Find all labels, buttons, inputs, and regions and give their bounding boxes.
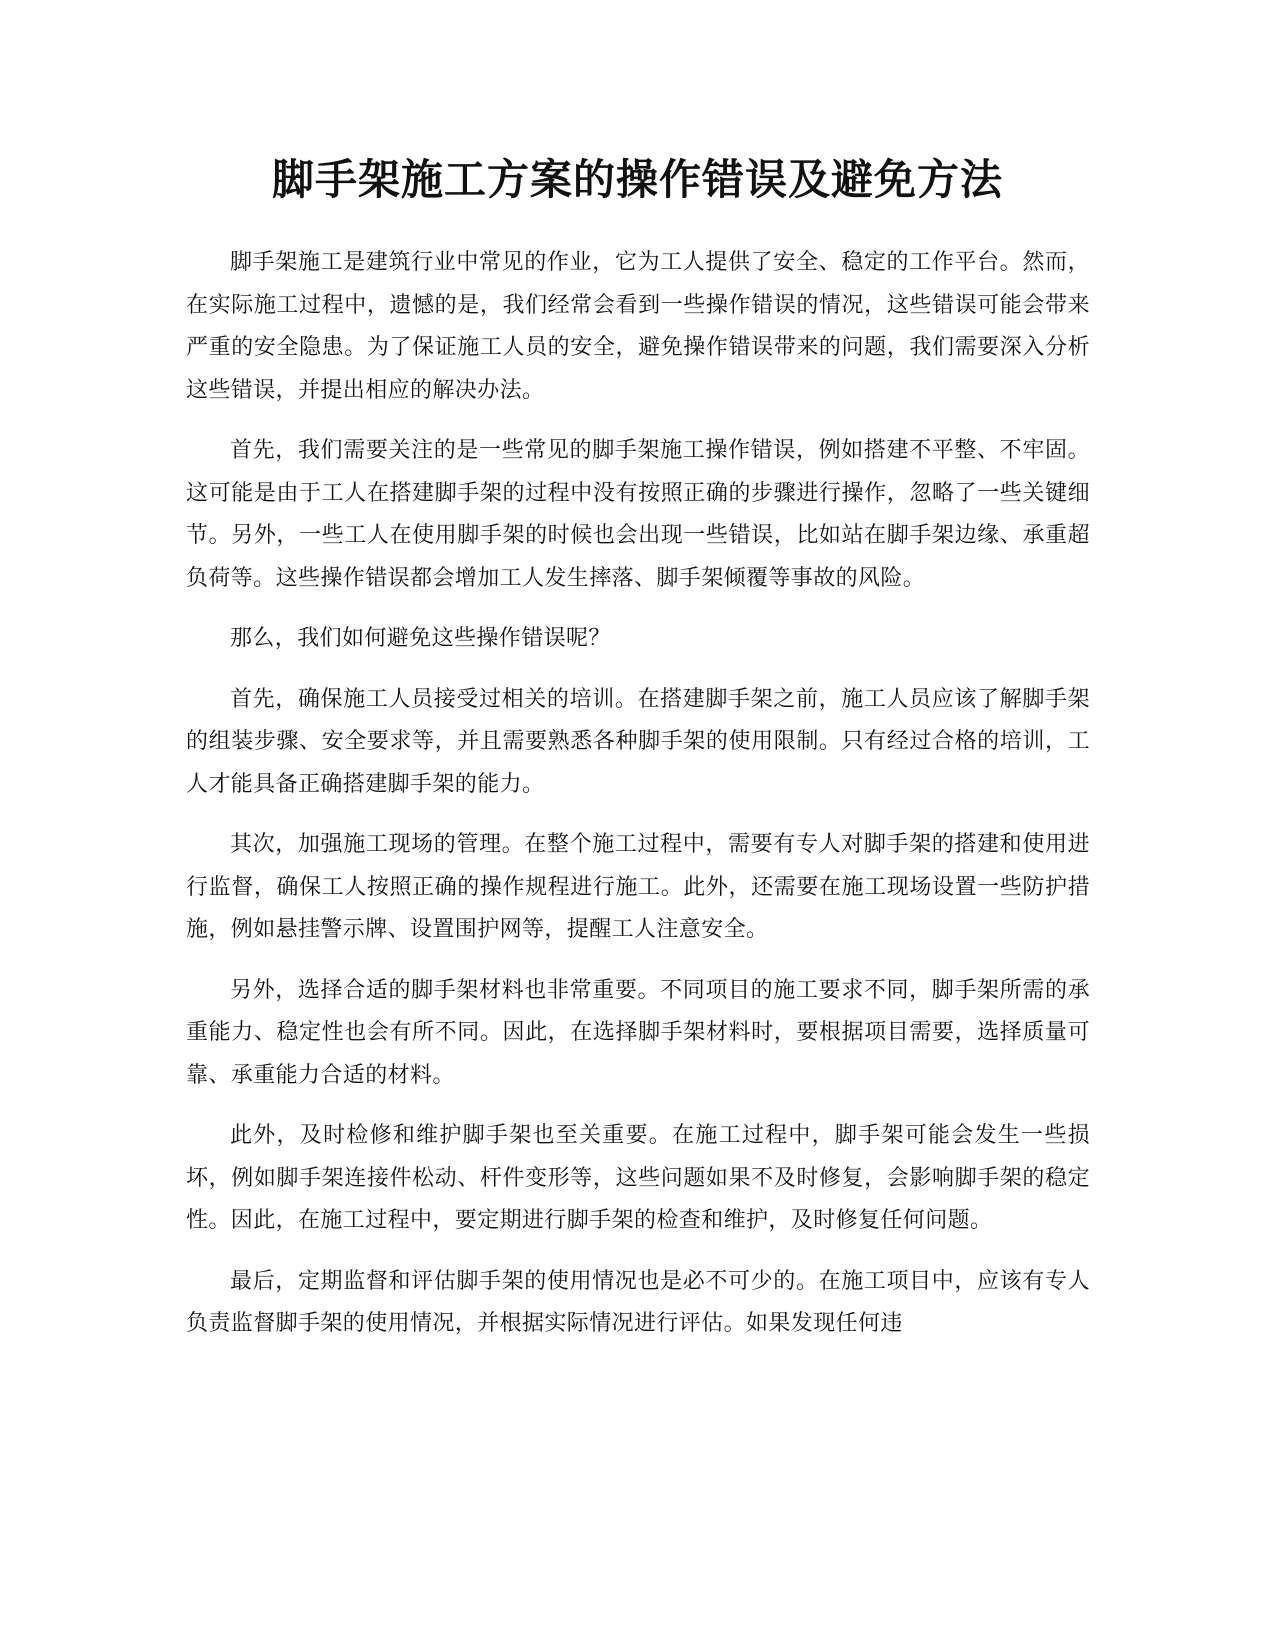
paragraph-question: 那么，我们如何避免这些操作错误呢？ — [230, 626, 611, 651]
paragraph-common-errors: 首先，我们需要关注的是一些常见的脚手架施工操作错误，例如搭建不平整、不牢固。这可能是由于工人在搭建脚手架的过程中没有按照正确的步骤进行操作，忽略了一些关键细节。另外，一些工人在使用脚手架的时候也会出现一些错误，比如站在脚手架边缘、承重超负荷等。这些操作错误都会增加工人发生摔落、脚手架倾覆等事故的风险。 — [186, 438, 1090, 591]
paragraph-site-management: 其次，加强施工现场的管理。在整个施工过程中，需要有专人对脚手架的搭建和使用进行监督，确保工人按照正确的操作规程进行施工。此外，还需要在施工现场设置一些防护措施，例如悬挂警示牌、设置围护网等，提醒工人注意安全。 — [186, 832, 1090, 942]
document-title: 脚手架施工方案的操作错误及避免方法 — [271, 155, 1003, 204]
paragraph-materials: 另外，选择合适的脚手架材料也非常重要。不同项目的施工要求不同，脚手架所需的承重能力、稳定性也会有所不同。因此，在选择脚手架材料时，要根据项目需要，选择质量可靠、承重能力合适的材料。 — [186, 977, 1090, 1088]
paragraph-intro: 脚手架施工是建筑行业中常见的作业，它为工人提供了安全、稳定的工作平台。然而，在实际施工过程中，遗憾的是，我们经常会看到一些操作错误的情况，这些错误可能会带来严重的安全隐患。为了保证施工人员的安全，避免操作错误带来的问题，我们需要深入分析这些错误，并提出相应的解决办法。 — [186, 250, 1090, 403]
paragraph-maintenance: 此外，及时检修和维护脚手架也至关重要。在施工过程中，脚手架可能会发生一些损坏，例如脚手架连接件松动、杆件变形等，这些问题如果不及时修复，会影响脚手架的稳定性。因此，在施工过程中，要定期进行脚手架的检查和维护，及时修复任何问题。 — [186, 1123, 1090, 1233]
paragraph-training: 首先，确保施工人员接受过相关的培训。在搭建脚手架之前，施工人员应该了解脚手架的组装步骤、安全要求等，并且需要熟悉各种脚手架的使用限制。只有经过合格的培训，工人才能具备正确搭建脚手架的能力。 — [186, 686, 1090, 797]
document-body — [186, 242, 1090, 1364]
paragraph-supervision: 最后，定期监督和评估脚手架的使用情况也是必不可少的。在施工项目中，应该有专人负责监督脚手架的使用情况，并根据实际情况进行评估。如果发现任何违 — [186, 1268, 1090, 1336]
